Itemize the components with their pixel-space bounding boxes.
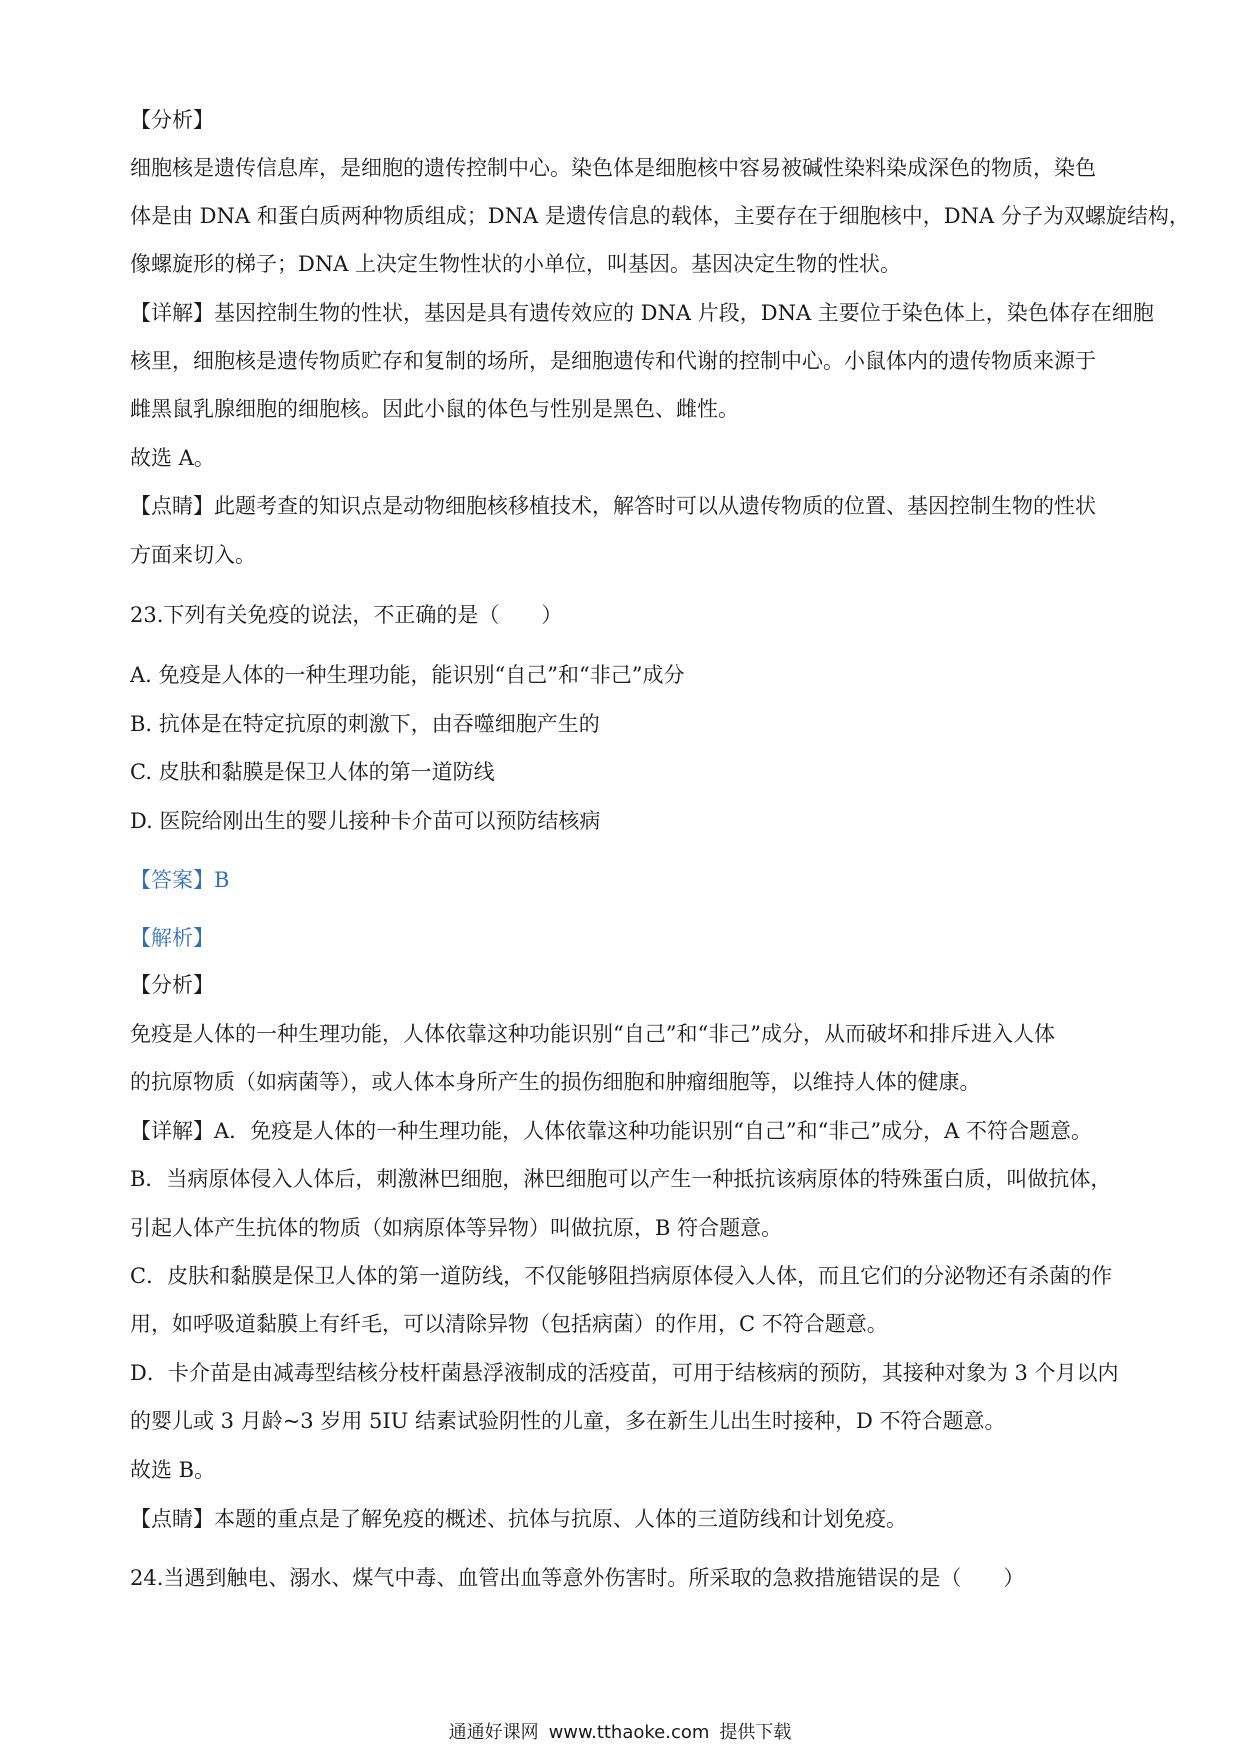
text-line: 核里，细胞核是遗传物质贮存和复制的场所，是细胞遗传和代谢的控制中心。小鼠体内的遗传物质来源于: [130, 349, 1096, 373]
text-line: 故选 B。: [130, 1458, 216, 1482]
footer-suffix: 提供下载: [719, 1722, 792, 1743]
text-line: A. 免疫是人体的一种生理功能，能识别“自己”和“非己”成分: [130, 663, 685, 687]
text-line: 雌黑鼠乳腺细胞的细胞核。因此小鼠的体色与性别是黑色、雌性。: [130, 397, 739, 421]
text-line: D. 医院给刚出生的婴儿接种卡介苗可以预防结核病: [130, 809, 601, 833]
text-line: D．卡介苗是由减毒型结核分枝杆菌悬浮液制成的活疫苗，可用于结核病的预防，其接种对象为 3 个月以内: [130, 1361, 1119, 1385]
text-line: 的婴儿或 3 月龄~3 岁用 5IU 结素试验阴性的儿童，多在新生儿出生时接种，D 不符合题意。: [130, 1409, 1006, 1433]
text-line: 细胞核是遗传信息库，是细胞的遗传控制中心。染色体是细胞核中容易被碱性染料染成深色的物质，染色: [130, 156, 1096, 180]
text-line: 【分析】: [130, 973, 214, 997]
text-line: B．当病原体侵入人体后，刺激淋巴细胞，淋巴细胞可以产生一种抵抗该病原体的特殊蛋白质，叫做抗体，: [130, 1167, 1112, 1191]
text-line: 【点睛】本题的重点是了解免疫的概述、抗体与抗原、人体的三道防线和计划免疫。: [130, 1507, 907, 1531]
footer-site-name: 通通好课网: [448, 1722, 539, 1743]
page-footer: [0, 1718, 1240, 1744]
text-line: 【答案】B: [130, 868, 230, 892]
text-line: 24.当遇到触电、溺水、煤气中毒、血管出血等意外伤害时。所采取的急救措施错误的是（ ）: [130, 1566, 1025, 1590]
text-line: 的抗原物质（如病菌等），或人体本身所产生的损伤细胞和肿瘤细胞等，以维持人体的健康。: [130, 1070, 981, 1094]
text-line: C．皮肤和黏膜是保卫人体的第一道防线，不仅能够阻挡病原体侵入人体，而且它们的分泌物还有杀菌的作: [130, 1264, 1113, 1288]
text-line: 引起人体产生抗体的物质（如病原体等异物）叫做抗原，B 符合题意。: [130, 1216, 783, 1240]
text-line: 【详解】基因控制生物的性状，基因是具有遗传效应的 DNA 片段，DNA 主要位于染色体上，染色体存在细胞: [130, 301, 1154, 325]
text-line: C. 皮肤和黏膜是保卫人体的第一道防线: [130, 760, 495, 784]
text-line: 用，如呼吸道黏膜上有纤毛，可以清除异物（包括病菌）的作用，C 不符合题意。: [130, 1312, 888, 1336]
footer-url[interactable]: www.tthaoke.com: [548, 1722, 710, 1743]
text-line: 23.下列有关免疫的说法，不正确的是（ ）: [130, 603, 563, 627]
text-line: 【点睛】此题考查的知识点是动物细胞核移植技术，解答时可以从遗传物质的位置、基因控制生物的性状: [130, 494, 1096, 518]
text-line: 像螺旋形的梯子；DNA 上决定生物性状的小单位，叫基因。基因决定生物的性状。: [130, 252, 902, 276]
text-line: 【解析】: [130, 926, 214, 950]
text-line: 故选 A。: [130, 446, 215, 470]
text-line: 【分析】: [130, 108, 214, 132]
text-line: 免疫是人体的一种生理功能，人体依靠这种功能识别“自己”和“非己”成分，从而破坏和排斥进入人体: [130, 1022, 1055, 1046]
text-line: 方面来切入。: [130, 543, 256, 567]
text-line: B. 抗体是在特定抗原的刺激下，由吞噬细胞产生的: [130, 712, 600, 736]
text-line: 【详解】A．免疫是人体的一种生理功能，人体依靠这种功能识别“自己”和“非己”成分，A 不符合题意。: [130, 1119, 1092, 1143]
text-line: 体是由 DNA 和蛋白质两种物质组成；DNA 是遗传信息的载体，主要存在于细胞核中，DNA 分子为双螺旋结构，: [130, 204, 1190, 228]
